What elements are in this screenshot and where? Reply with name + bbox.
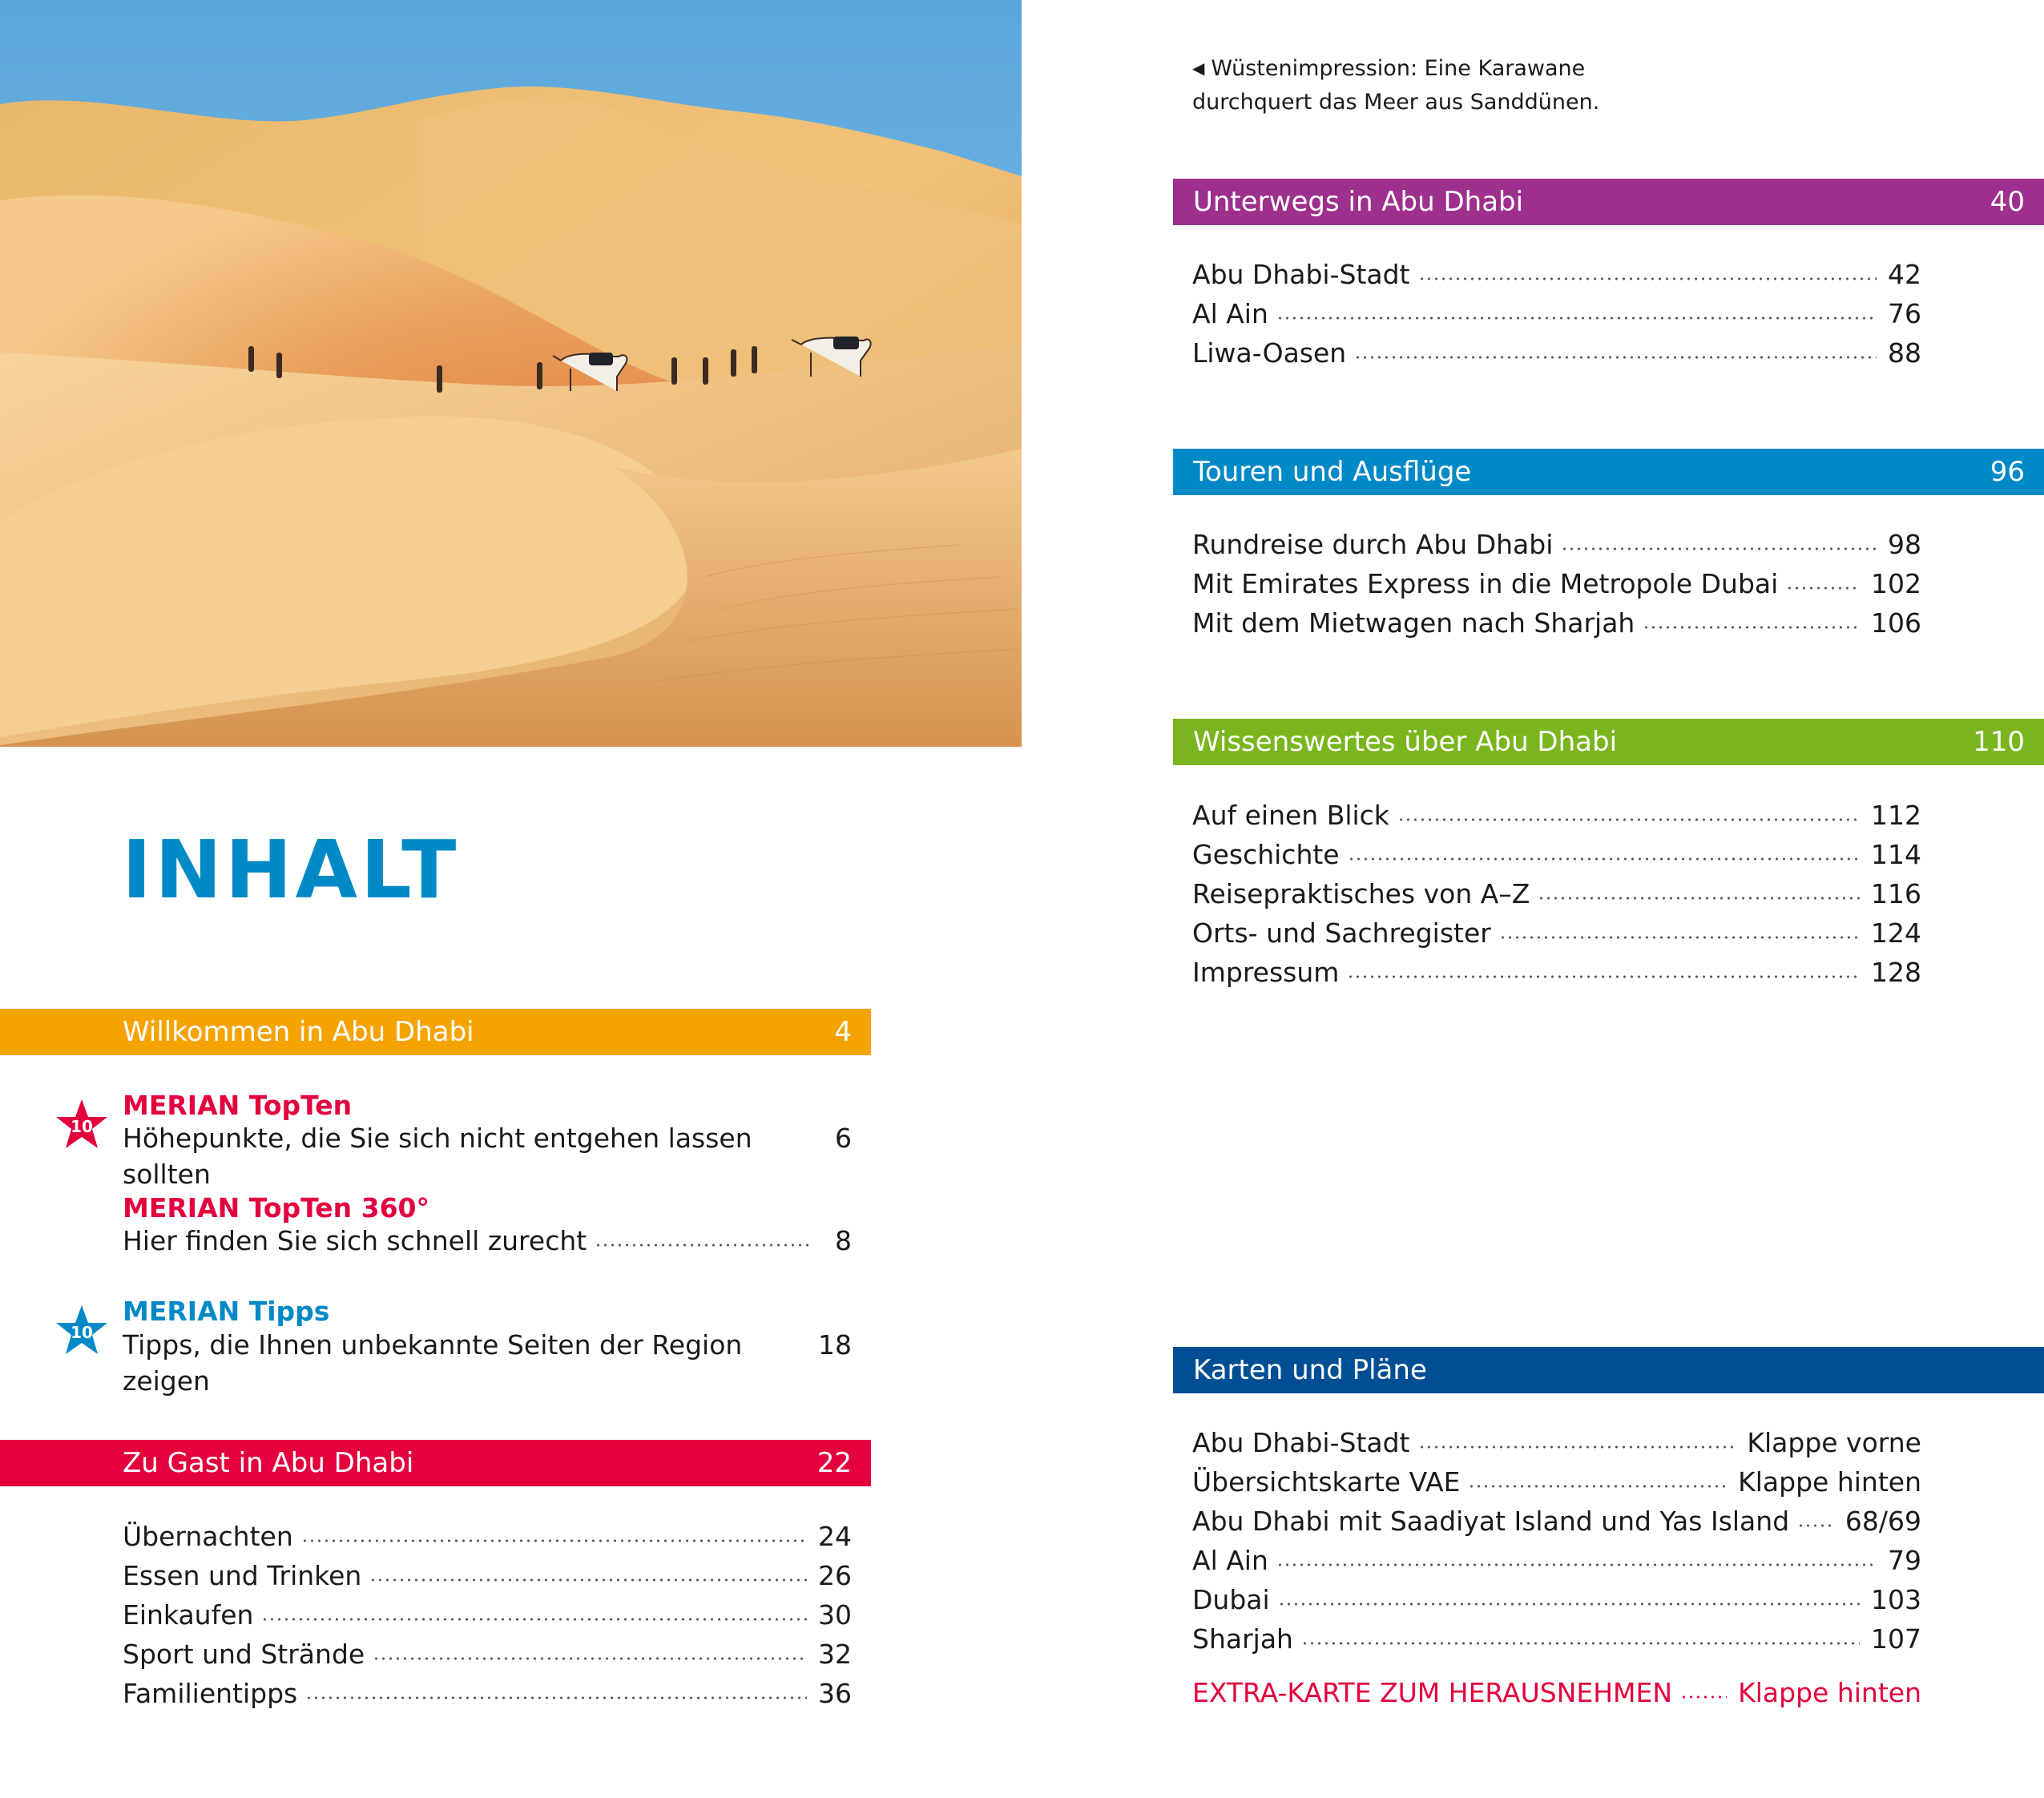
dot-leader	[1278, 1598, 1860, 1610]
toc-page: 116	[1871, 878, 1921, 909]
toc-page: 30	[818, 1599, 852, 1631]
dot-leader	[1354, 352, 1877, 363]
toc-label: Übernachten	[123, 1521, 293, 1552]
toc-label: Rundreise durch Abu Dhabi	[1192, 529, 1554, 560]
toc-label: Al Ain	[1192, 1545, 1268, 1576]
topten360-title: MERIAN TopTen 360°	[123, 1192, 430, 1224]
toc-page: 106	[1871, 607, 1921, 639]
section-bar-willkommen[interactable]	[0, 1009, 871, 1055]
section-page: 110	[1973, 726, 2025, 758]
toc-page: Klappe hinten	[1738, 1677, 1921, 1708]
section-bar-zugast[interactable]	[0, 1440, 871, 1486]
toc-row[interactable]	[1192, 525, 1921, 564]
toc-page: 8	[835, 1225, 852, 1256]
toc-row[interactable]	[123, 1556, 852, 1595]
desert-photo	[0, 0, 1022, 747]
toc-row-extra-karte[interactable]	[1192, 1673, 1921, 1712]
section-page: 22	[816, 1447, 852, 1479]
dot-leader	[1499, 932, 1860, 943]
toc-label: Übersichtskarte VAE	[1192, 1466, 1461, 1498]
toc-label: Essen und Trinken	[123, 1560, 362, 1591]
photo-caption	[1192, 51, 1673, 119]
toc-page: 68/69	[1844, 1506, 1921, 1537]
toc-page: 26	[818, 1560, 852, 1591]
toc-label: Mit Emirates Express in die Metropole Dubai	[1192, 568, 1779, 599]
toc-page: 112	[1871, 800, 1921, 831]
section-bar-touren[interactable]	[1173, 449, 2044, 495]
dot-leader	[301, 1535, 807, 1546]
toc-row[interactable]	[1192, 953, 1921, 992]
tipps-title: MERIAN Tipps	[123, 1296, 330, 1327]
toc-row[interactable]	[1192, 1502, 1921, 1541]
toc-page: 6	[835, 1123, 852, 1154]
toc-page: 124	[1871, 917, 1921, 949]
dot-leader	[1786, 583, 1860, 594]
toc-row[interactable]	[1192, 796, 1921, 835]
toc-row[interactable]	[1192, 1423, 1921, 1462]
dot-leader	[1276, 312, 1877, 324]
caption-line-1: Wüstenimpression: Eine Karawane	[1211, 56, 1586, 81]
dot-leader	[1276, 1559, 1877, 1570]
dot-leader	[369, 1574, 807, 1586]
section-bar-unterwegs[interactable]	[1173, 179, 2044, 225]
section-label: Unterwegs in Abu Dhabi	[1193, 186, 1524, 218]
dot-leader	[305, 1692, 807, 1703]
toc-page: 103	[1871, 1584, 1921, 1615]
dot-leader	[1643, 622, 1860, 633]
dot-leader	[1418, 1441, 1736, 1453]
toc-row[interactable]	[1192, 1619, 1921, 1659]
dot-leader	[1397, 814, 1860, 825]
toc-label: Höhepunkte, die Sie sich nicht entgehen lassen sollten	[123, 1123, 752, 1190]
topten-title: MERIAN TopTen	[123, 1090, 353, 1121]
toc-page: 76	[1888, 298, 1921, 329]
toc-page: Klappe hinten	[1738, 1466, 1921, 1498]
toc-page: 36	[818, 1678, 852, 1709]
dot-leader	[1301, 1638, 1860, 1649]
toc-page: 42	[1888, 259, 1921, 290]
toc-page: 24	[818, 1521, 852, 1552]
toc-label: Tipps, die Ihnen unbekannte Seiten der Region zeigen	[123, 1329, 743, 1397]
toc-label: Auf einen Blick	[1192, 800, 1389, 831]
dot-leader	[1538, 893, 1860, 904]
toc-label: Hier finden Sie sich schnell zurecht	[123, 1225, 587, 1256]
dot-leader	[261, 1614, 807, 1625]
toc-page: Klappe vorne	[1747, 1427, 1921, 1458]
caption-line-2: durchquert das Meer aus Sanddünen.	[1192, 90, 1600, 115]
section-label: Touren und Ausflüge	[1193, 456, 1472, 488]
toc-label: Einkaufen	[123, 1599, 254, 1631]
toc-label: Orts- und Sachregister	[1192, 917, 1491, 949]
toc-row[interactable]	[1192, 564, 1921, 603]
dot-leader	[1418, 273, 1877, 284]
toc-row[interactable]	[1192, 874, 1921, 913]
section-label: Willkommen in Abu Dhabi	[123, 1016, 474, 1048]
toc-row[interactable]	[1192, 835, 1921, 874]
toc-row[interactable]	[123, 1674, 852, 1713]
section-bar-wissen[interactable]	[1173, 719, 2044, 765]
toc-page: 32	[818, 1639, 852, 1670]
toc-row-topten360[interactable]	[123, 1221, 852, 1260]
toc-label: Geschichte	[1192, 839, 1340, 870]
toc-page: 98	[1888, 529, 1921, 560]
section-label: Zu Gast in Abu Dhabi	[123, 1447, 414, 1479]
section-page: 4	[834, 1016, 852, 1048]
toc-label: Sport und Strände	[123, 1639, 365, 1670]
toc-row[interactable]	[123, 1595, 852, 1635]
dot-leader	[595, 1240, 808, 1251]
toc-page: 128	[1871, 957, 1921, 988]
dot-leader	[373, 1653, 807, 1664]
toc-label: Familientipps	[123, 1678, 298, 1709]
toc-page: 18	[818, 1329, 852, 1361]
section-label: Wissenswertes über Abu Dhabi	[1193, 726, 1618, 758]
toc-label: Dubai	[1192, 1584, 1270, 1615]
toc-label: EXTRA-KARTE ZUM HERAUSNEHMEN	[1192, 1677, 1673, 1708]
toc-row-tipps[interactable]	[123, 1327, 852, 1399]
section-bar-karten[interactable]	[1173, 1347, 2044, 1393]
toc-row[interactable]	[1192, 1462, 1921, 1502]
tipps-star-icon	[54, 1304, 109, 1358]
dot-leader	[1468, 1481, 1727, 1492]
dot-leader	[1680, 1691, 1727, 1703]
toc-label: Abu Dhabi-Stadt	[1192, 259, 1410, 290]
toc-row[interactable]	[1192, 913, 1921, 953]
toc-label: Impressum	[1192, 957, 1340, 988]
toc-row[interactable]	[1192, 1580, 1921, 1619]
toc-row[interactable]	[1192, 333, 1921, 373]
dot-leader	[1797, 1520, 1834, 1531]
toc-label: Reisepraktisches von A–Z	[1192, 878, 1530, 909]
section-label: Karten und Pläne	[1193, 1354, 1427, 1386]
toc-page: 79	[1888, 1545, 1921, 1576]
topten-star-icon	[54, 1098, 109, 1152]
toc-row[interactable]	[1192, 603, 1921, 643]
toc-row[interactable]	[123, 1517, 852, 1556]
dot-leader	[1347, 971, 1860, 982]
dot-leader	[1561, 543, 1877, 554]
toc-label: Mit dem Mietwagen nach Sharjah	[1192, 607, 1635, 639]
toc-page: 114	[1871, 839, 1921, 870]
toc-page: 102	[1871, 568, 1921, 599]
toc-row[interactable]	[1192, 255, 1921, 294]
toc-row-topten[interactable]	[123, 1120, 852, 1192]
toc-row[interactable]	[123, 1635, 852, 1674]
topten-badge: 10	[71, 1117, 93, 1136]
toc-label: Liwa-Oasen	[1192, 337, 1347, 369]
toc-page: 107	[1871, 1623, 1921, 1655]
dot-leader	[1348, 853, 1860, 865]
caret-left-icon: ◀	[1192, 58, 1205, 78]
toc-label: Abu Dhabi-Stadt	[1192, 1427, 1410, 1458]
toc-row[interactable]	[1192, 1541, 1921, 1580]
toc-label: Abu Dhabi mit Saadiyat Island und Yas Island	[1192, 1506, 1790, 1537]
toc-page: 88	[1888, 337, 1921, 369]
toc-label: Sharjah	[1192, 1623, 1293, 1655]
page-title: INHALT	[122, 823, 460, 917]
tipps-badge: 10	[71, 1323, 93, 1342]
section-page: 96	[1990, 456, 2025, 488]
section-page: 40	[1990, 186, 2025, 218]
toc-row[interactable]	[1192, 294, 1921, 333]
toc-label: Al Ain	[1192, 298, 1268, 329]
